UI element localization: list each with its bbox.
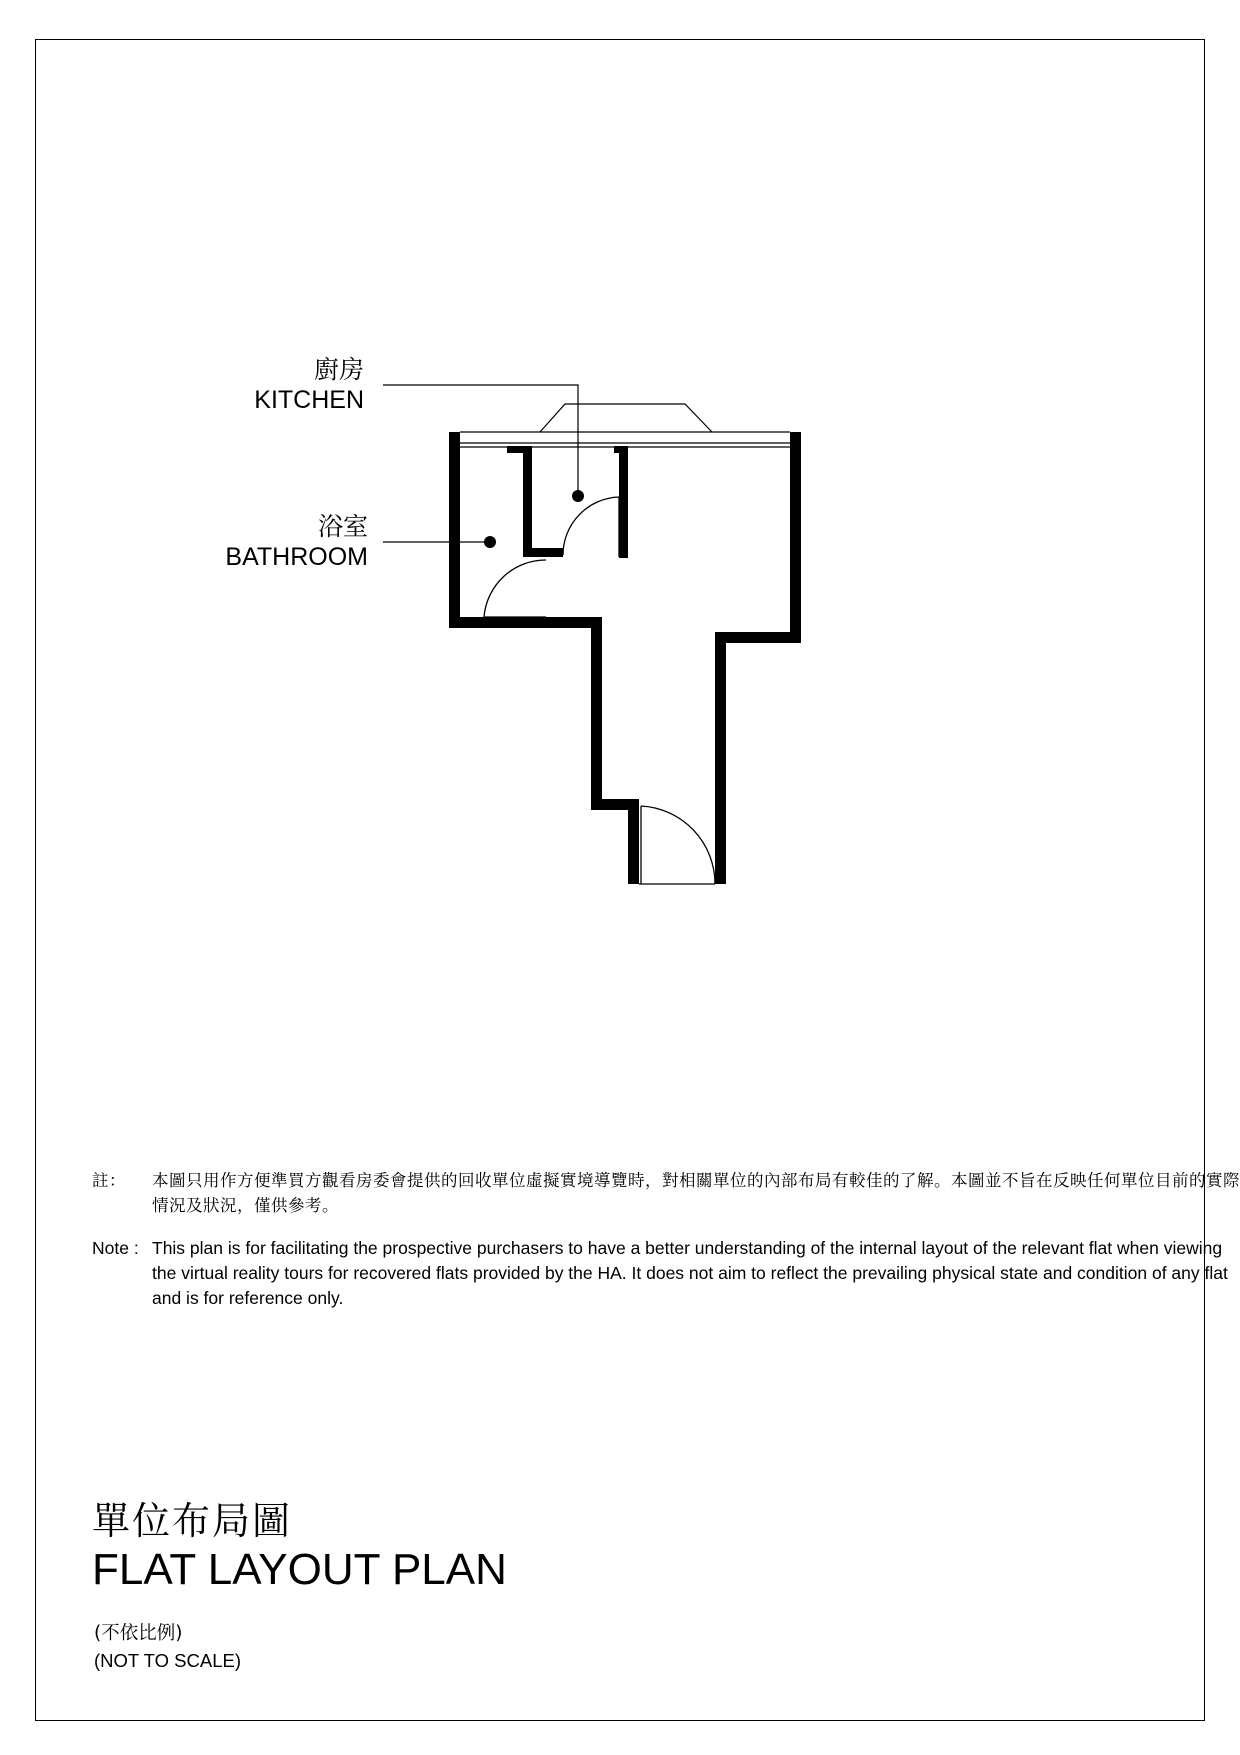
walls <box>449 432 801 884</box>
bathroom-label-zh: 浴室 <box>317 512 368 541</box>
note-zh-key: 註： <box>92 1171 126 1190</box>
kitchen-label-en: KITCHEN <box>254 386 364 414</box>
room-leaders <box>383 385 584 548</box>
note-en-text: This plan is for facilitating the prospective purchasers to have a better understanding of the internal layout of the relevant flat when viewing the virtual reality tours for recovered flats provided by the HA. It does not aim to reflect the prevailing physical state and condition of any flat and is for reference only. <box>152 1238 1228 1308</box>
scale-note <box>94 1620 241 1674</box>
window-lines <box>460 404 790 447</box>
bathroom-marker <box>484 536 496 548</box>
plan-title-zh: 單位布局圖 <box>92 1499 293 1543</box>
note-en-key: Note : <box>92 1238 139 1258</box>
plan-title-en: FLAT LAYOUT PLAN <box>92 1545 507 1594</box>
scale-note-en: (NOT TO SCALE) <box>94 1650 242 1671</box>
bathroom-label-en: BATHROOM <box>225 543 368 571</box>
note-zh-text: 本圖只用作方便準買方觀看房委會提供的回收單位虛擬實境導覽時，對相關單位的內部布局有較佳的了解。本圖並不旨在反映任何單位目前的實際情況及狀況，僅供參考。 <box>152 1171 1240 1215</box>
kitchen-marker <box>572 490 584 502</box>
bathroom-label <box>168 512 368 572</box>
scale-note-zh: (不依比例) <box>94 1623 183 1644</box>
kitchen-label <box>164 355 364 415</box>
kitchen-label-zh: 廚房 <box>313 355 364 384</box>
